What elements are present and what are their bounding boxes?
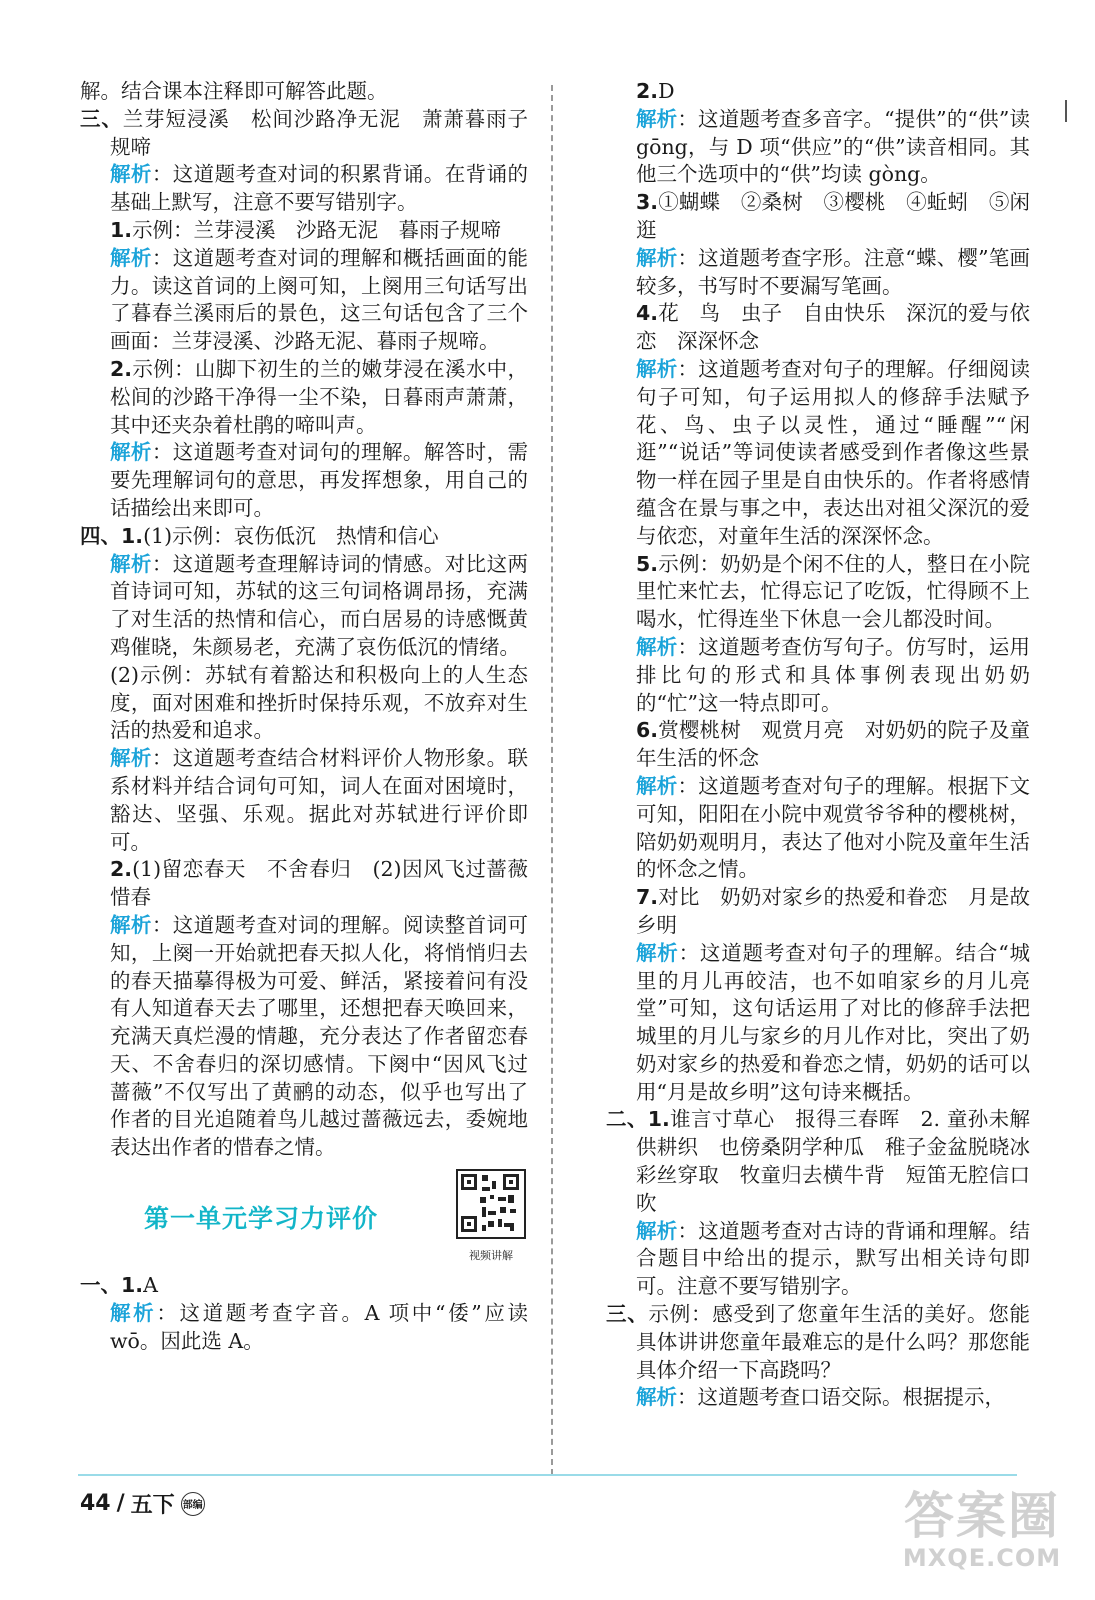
edge-mark <box>1065 100 1067 122</box>
text-content: ：这道题考查对句子的理解。仔细阅读句子可知，句子运用拟人的修辞手法赋予花、鸟、虫子以灵性，通过“睡醒”“闲逛”“说话”等词使读者感受到作者像这些景物一样在园子里是自由快乐的。作者将感情蕴含在景与事之中，表达出对祖父深沉的爱与依恋，对童年生活的深深怀念。 <box>636 356 1030 548</box>
analysis-label: 解析 <box>110 746 152 771</box>
qr-finder <box>461 1216 477 1232</box>
text-content: ：这道题考查对句子的理解。结合“城里的月儿再皎洁，也不如咱家乡的月儿亮堂”可知，这句话运用了对比的修辞手法把城里的月儿与家乡的月儿作对比，突出了奶奶对家乡的热爱和眷恋之情，奶奶的话可以用“月是故乡明”这句诗来概括。 <box>636 940 1031 1104</box>
qr-module <box>490 1195 494 1199</box>
grade-label: 五下 <box>130 1493 175 1518</box>
analysis-label: 解析 <box>636 356 678 381</box>
qr-module <box>510 1209 516 1213</box>
text-content: ：这道题考查字音。A 项中“倭”应读 wō。因此选 A。 <box>110 1300 529 1353</box>
text-content: (1)示例：哀伤低沉 热情和信心 <box>143 523 439 548</box>
answer-item <box>80 217 528 245</box>
qr-finder <box>461 1174 477 1190</box>
item-number: 4. <box>636 301 659 326</box>
qr-module <box>482 1175 488 1181</box>
item-number: 2. <box>110 356 133 381</box>
edition-badge: 部编 <box>181 1492 205 1516</box>
watermark-top: 答案圈 <box>904 1487 1060 1545</box>
analysis-paragraph <box>606 940 1030 1107</box>
answer-item <box>606 78 1030 106</box>
section-answer <box>80 523 528 551</box>
item-number: 6. <box>636 718 659 743</box>
text-content: 示例：感受到了您童年生活的美好。您能具体讲讲您童年最难忘的是什么吗？那您能具体介绍一下高跷吗？ <box>636 1302 1031 1382</box>
section-label: 三、 <box>606 1302 649 1327</box>
text-content: 示例：兰芽浸溪 沙路无泥 暮雨子规啼 <box>132 217 502 242</box>
item-number: 5. <box>636 551 659 576</box>
section-label: 四、 <box>80 523 121 548</box>
analysis-paragraph <box>606 634 1030 717</box>
watermark <box>903 1470 1061 1590</box>
qr-module <box>498 1197 506 1201</box>
qr-module <box>510 1225 514 1231</box>
text-content: ：这道题考查多音字。“提供”的“供”读 gōng，与 D 项“供应”的“供”读音相同。其他三个选项中的“供”均读 gòng。 <box>636 106 1030 187</box>
item-number: 3. <box>636 190 659 215</box>
answer-item <box>80 356 528 439</box>
text-content: ：这道题考查口语交际。根据提示， <box>677 1385 1005 1410</box>
answer-subitem <box>80 662 528 745</box>
qr-module <box>482 1207 486 1217</box>
analysis-paragraph <box>80 912 528 1162</box>
analysis-label: 解析 <box>636 1218 678 1243</box>
text-content: 对比 奶奶对家乡的热爱和眷恋 月是故乡明 <box>636 885 1030 937</box>
analysis-label: 解析 <box>636 940 679 965</box>
qr-module <box>482 1225 486 1231</box>
text-content: ：这道题考查对词的积累背诵。在背诵的基础上默写，注意不要写错别字。 <box>110 162 529 215</box>
text-content: ①蝴蝶 ②桑树 ③樱桃 ④蚯蚓 ⑤闲逛 <box>636 190 1030 242</box>
text-content: (2)示例：苏轼有着豁达和积极向上的人生态度，面对困难和挫折时保持乐观，不放弃对生活的热爱和追求。 <box>110 662 528 743</box>
analysis-label: 解析 <box>636 1385 677 1410</box>
item-number: 1. <box>121 523 144 548</box>
analysis-label: 解析 <box>110 440 152 465</box>
unit-heading <box>80 1176 528 1262</box>
text-content: ：这道题考查对古诗的背诵和理解。结合题目中给出的提示，默写出相关诗句即可。注意不要写错别字。 <box>636 1218 1030 1299</box>
qr-finder <box>503 1174 519 1190</box>
analysis-label: 解析 <box>636 106 678 131</box>
item-number: 1. <box>110 217 133 242</box>
qr-block <box>454 1169 528 1270</box>
analysis-paragraph <box>606 356 1030 551</box>
qr-module <box>482 1187 490 1191</box>
answer-item <box>606 717 1030 773</box>
qr-module <box>498 1219 502 1227</box>
text-content: D <box>658 79 675 103</box>
column-divider <box>551 85 553 1475</box>
section-answer <box>80 1272 528 1300</box>
page-number: 44 <box>80 1491 111 1516</box>
left-column <box>80 78 549 1355</box>
item-number: 1. <box>121 1273 144 1298</box>
qr-caption: 视频讲解 <box>469 1248 513 1262</box>
answer-item <box>80 856 549 912</box>
text-content: A <box>143 1273 158 1298</box>
text-content: (1)留恋春天 不舍春归 (2)因风飞过蔷薇 惜春 <box>110 857 549 910</box>
analysis-label: 解析 <box>110 245 152 270</box>
text-content: ：这道题考查结合材料评价人物形象。联系材料并结合词句可知，词人在面对困境时，豁达、坚强、乐观。据此对苏轼进行评价即可。 <box>110 746 529 854</box>
qr-code-icon <box>456 1169 526 1239</box>
analysis-paragraph <box>80 245 528 356</box>
qr-module <box>492 1181 496 1189</box>
analysis-paragraph <box>80 745 528 856</box>
text-content: 示例：奶奶是个闲不住的人，整日在小院里忙来忙去，忙得忘记了吃饭，忙得顾不上喝水，忙得连坐下休息一会儿都没时间。 <box>636 551 1030 632</box>
analysis-label: 解析 <box>636 773 678 798</box>
analysis-paragraph <box>80 551 528 662</box>
text-content: ：这道题考查对词句的理解。解答时，需要先理解词句的意思，再发挥想象，用自己的话描绘出来即可。 <box>110 440 529 520</box>
qr-module <box>488 1211 496 1215</box>
qr-module <box>488 1221 494 1227</box>
text-content: ：这道题考查理解诗词的情感。对比这两首诗词可知，苏轼的这三句词格调昂扬，充满了对生活的热情和信心，而白居易的诗感慨黄鸡催晓，朱颜易老，充满了哀伤低沉的情绪。 <box>110 551 529 659</box>
item-number: 7. <box>636 885 659 910</box>
text-content: ：这道题考查对句子的理解。根据下文可知，阳阳在小院中观赏爷爷种的樱桃树，陪奶奶观明月，表达了他对小院及童年生活的怀念之情。 <box>636 773 1030 882</box>
footer-rule <box>78 1474 1017 1476</box>
item-number: 2. <box>636 79 659 103</box>
paragraph <box>80 78 528 106</box>
watermark-bottom: MXQE.COM <box>902 1544 1062 1572</box>
analysis-paragraph <box>80 439 528 522</box>
unit-title: 第一单元学习力评价 <box>144 1204 379 1234</box>
analysis-label: 解析 <box>110 162 152 187</box>
text-content: ：这道题考查字形。注意“蝶、樱”笔画较多，书写时不要漏写笔画。 <box>636 245 1031 298</box>
analysis-label: 解析 <box>110 912 152 937</box>
analysis-paragraph <box>80 161 528 217</box>
answer-item <box>606 300 1030 356</box>
text-content: 示例：山脚下初生的兰的嫩芽浸在溪水中，松间的沙路干净得一尘不染，日暮雨声萧萧，其中还夹杂着杜鹃的啼叫声。 <box>110 356 528 437</box>
page-footer <box>80 1488 205 1519</box>
section-label: 二、 <box>606 1107 648 1132</box>
item-number: 1. <box>647 1107 670 1132</box>
answer-item <box>606 884 1030 940</box>
right-column <box>606 78 1051 1412</box>
analysis-label: 解析 <box>110 1300 157 1325</box>
analysis-paragraph <box>606 1218 1030 1301</box>
item-number: 2. <box>110 857 133 882</box>
section-label: 一、 <box>80 1273 121 1298</box>
text-content: ：这道题考查对词的理解。阅读整首词可知，上阕一开始就把春天拟人化，将悄悄归去的春天描摹得极为可爱、鲜活，紧接着问有没有人知道春天去了哪里，还想把春天唤回来，充满天真烂漫的情趣，充分表达了作者留恋春天、不舍春归的深切感情。下阕中“因风飞过蔷薇”不仅写出了黄鹂的动态，似乎也写出了作者的目光追随着鸟儿越过蔷薇远去，委婉地表达出作者的惜春之情。 <box>110 912 529 1160</box>
analysis-paragraph <box>606 106 1030 189</box>
analysis-paragraph <box>606 1384 1030 1412</box>
analysis-label: 解析 <box>636 634 678 659</box>
analysis-paragraph <box>80 1300 528 1356</box>
section-label: 三、 <box>80 106 123 131</box>
qr-module <box>480 1197 486 1203</box>
answer-item <box>606 551 1030 634</box>
analysis-label: 解析 <box>110 551 152 576</box>
analysis-paragraph <box>606 773 1030 884</box>
text-content: 赏樱桃树 观赏月亮 对奶奶的院子及童年生活的怀念 <box>636 718 1030 771</box>
footer-separator: / <box>116 1491 125 1516</box>
text-content: 兰芽短浸溪 松间沙路净无泥 萧萧暮雨子规啼 <box>110 106 528 159</box>
section-answer <box>80 106 528 162</box>
text-content: 花 鸟 虫子 自由快乐 深沉的爱与依恋 深深怀念 <box>636 301 1030 354</box>
answer-item <box>606 189 1030 245</box>
section-answer <box>606 1301 1030 1384</box>
text-content: 解。结合课本注释即可解答此题。 <box>80 79 388 103</box>
section-answer <box>606 1106 1051 1217</box>
text-content: ：这道题考查对词的理解和概括画面的能力。读这首词的上阕可知，上阕用三句话写出了暮春兰溪雨后的景色，这三句话包含了三个画面：兰芽浸溪、沙路无泥、暮雨子规啼。 <box>110 245 529 354</box>
qr-module <box>500 1207 506 1213</box>
analysis-paragraph <box>606 245 1030 301</box>
text-content: 谁言寸草心 报得三春晖 2. 童孙未解供耕织 也傍桑阴学种瓜 稚子金盆脱晓冰 彩丝穿取 牧童归去横牛背 短笛无腔信口吹 <box>636 1107 1051 1215</box>
qr-module <box>508 1195 514 1203</box>
text-content: ：这道题考查仿写句子。仿写时，运用排比句的形式和具体事例表现出奶奶的“忙”这一特点即可。 <box>636 634 1030 715</box>
analysis-label: 解析 <box>636 245 678 270</box>
